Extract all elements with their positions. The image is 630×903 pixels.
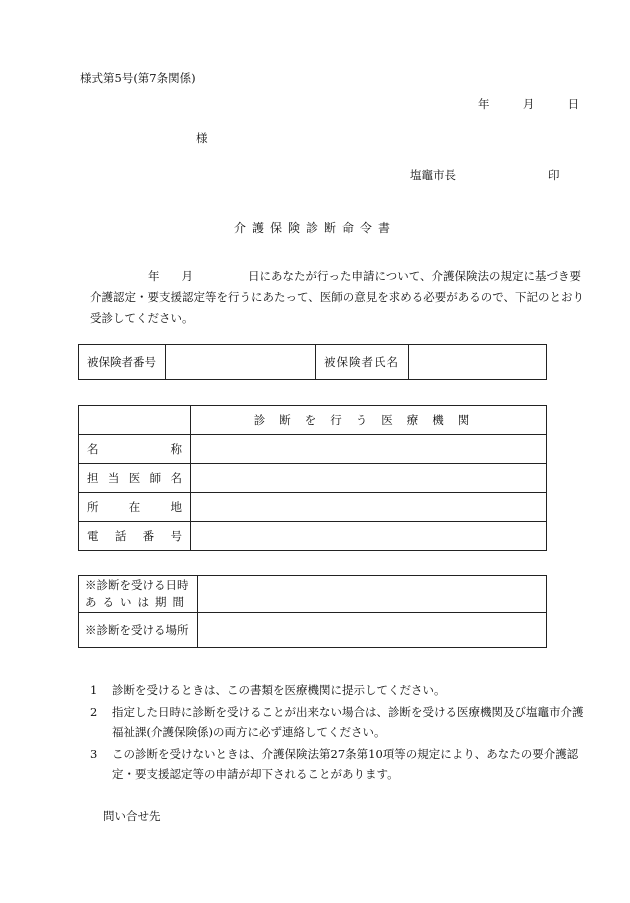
facility-table <box>78 405 547 551</box>
table-row <box>79 435 547 464</box>
insured-name-label: 被保険者氏名 <box>316 345 409 380</box>
address-label: 所 在 地 <box>79 493 191 522</box>
address-field[interactable] <box>191 493 547 522</box>
datetime-field[interactable] <box>198 576 547 613</box>
addressee-suffix: 様 <box>196 131 208 145</box>
intro-month: 月 <box>181 269 193 283</box>
seal-mark: 印 <box>548 168 560 182</box>
intro-date <box>148 266 248 287</box>
insured-number-field[interactable] <box>166 345 316 380</box>
issue-date <box>478 96 579 112</box>
notes-list <box>90 680 590 786</box>
table-row <box>79 493 547 522</box>
list-item: 3 この診断を受けないときは、介護保険法第27条第10項等の規定により、あなたの要介護認定・要支援認定等の申請が却下されることがあります。 <box>90 747 579 781</box>
insured-number-label: 被保険者番号 <box>79 345 166 380</box>
facility-header: 診断を行う医療機関 <box>191 406 547 435</box>
insured-table <box>78 344 547 380</box>
facility-name-field[interactable] <box>191 435 547 464</box>
intro-text: 日にあなたが行った申請について、介護保険法の規定に基づき要介護認定・要支援認定等を行うにあたって、医師の意見を求める必要があるので、下記のとおり受診してください。 <box>90 269 585 325</box>
datetime-label: ※診断を受ける日時 あるいは期間 <box>79 576 198 613</box>
form-number: 様式第5号(第7条関係) <box>80 71 196 85</box>
table-row <box>79 464 547 493</box>
place-field[interactable] <box>198 613 547 648</box>
contact-label: 問い合せ先 <box>103 809 161 823</box>
phone-field[interactable] <box>191 522 547 551</box>
date-day-label: 日 <box>567 97 580 111</box>
sender-name: 塩竈市長 <box>410 168 456 182</box>
doctor-name-label: 担 当 医 師 名 <box>79 464 191 493</box>
phone-label: 電 話 番 号 <box>79 522 191 551</box>
place-label: ※診断を受ける場所 <box>79 613 198 648</box>
table-row <box>79 522 547 551</box>
facility-header-blank <box>79 406 191 435</box>
list-item: 1 診断を受けるときは、この書類を医療機関に提示してください。 <box>90 683 446 697</box>
date-year-label: 年 <box>478 97 490 111</box>
insured-name-field[interactable] <box>409 345 547 380</box>
intro-paragraph <box>90 266 585 329</box>
facility-name-label: 名 称 <box>79 435 191 464</box>
list-item: 2 指定した日時に診断を受けることが出来ない場合は、診断を受ける医療機関及び塩竈市介護福祉課(介護保険係)の両方に必ず連絡してください。 <box>90 705 584 739</box>
document-title: 介護保険診断命令書 <box>233 221 396 235</box>
schedule-table <box>78 575 547 648</box>
intro-year: 年 <box>148 269 160 283</box>
date-month-label: 月 <box>522 97 535 111</box>
doctor-name-field[interactable] <box>191 464 547 493</box>
